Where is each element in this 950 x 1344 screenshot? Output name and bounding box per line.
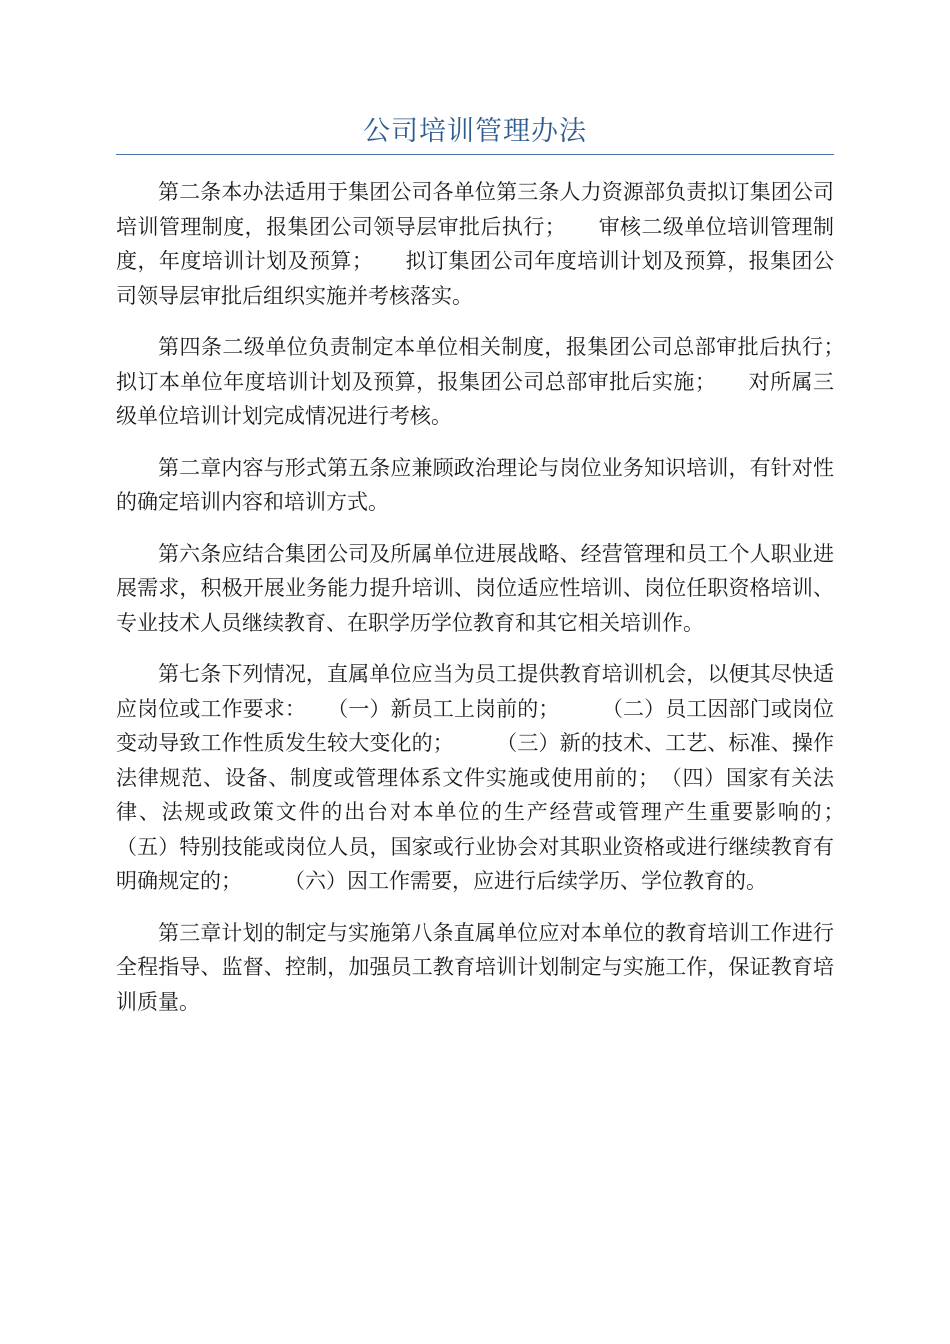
paragraph-article-7: 第七条下列情况，直属单位应当为员工提供教育培训机会，以便其尽快适应岗位或工作要求： （一）新员工上岗前的； （二）员工因部门或岗位变动导致工作性质发生较大变化的； （三）新的技术、工艺、标准、操作法律规范、设备、制度或管理体系文件实施或使用前的； （四）国家有关法律、法规或政策文件的出台对本单位的生产经营或管理产生重要影响的； （五）特别技能或岗位人员，国家或行业协会对其职业资格或进行继续教育有明确规定的； （六）因工作需要，应进行后续学历、学位教育的。 [116,662,897,893]
title-underline [116,154,834,155]
paragraph-article-4: 第四条二级单位负责制定本单位相关制度，报集团公司总部审批后执行； 拟订本单位年度培训计划及预算，报集团公司总部审批后实施； 对所属三级单位培训计划完成情况进行考核。 [116,335,855,428]
paragraph-article-5: 第二章内容与形式第五条应兼顾政治理论与岗位业务知识培训，有针对性的确定培训内容和培训方式。 [116,455,834,514]
document-title: 公司培训管理办法 [363,116,587,147]
paragraph-article-8: 第三章计划的制定与实施第八条直属单位应对本单位的教育培训工作进行全程指导、监督、控制，加强员工教育培训计划制定与实施工作，保证教育培训质量。 [116,920,834,1014]
document-body [116,175,897,1036]
paragraph-article-2-3: 第二条本办法适用于集团公司各单位第三条人力资源部负责拟订集团公司培训管理制度，报集团公司领导层审批后执行； 审核二级单位培训管理制度，年度培训计划及预算； 拟订集团公司年度培训计划及预算，报集团公司领导层审批后组织实施并考核落实。 [116,180,834,308]
paragraph-article-6: 第六条应结合集团公司及所属单位进展战略、经营管理和员工个人职业进展需求，积极开展业务能力提升培训、岗位适应性培训、岗位任职资格培训、专业技术人员继续教育、在职学历学位教育和其它相关培训作。 [116,541,834,635]
